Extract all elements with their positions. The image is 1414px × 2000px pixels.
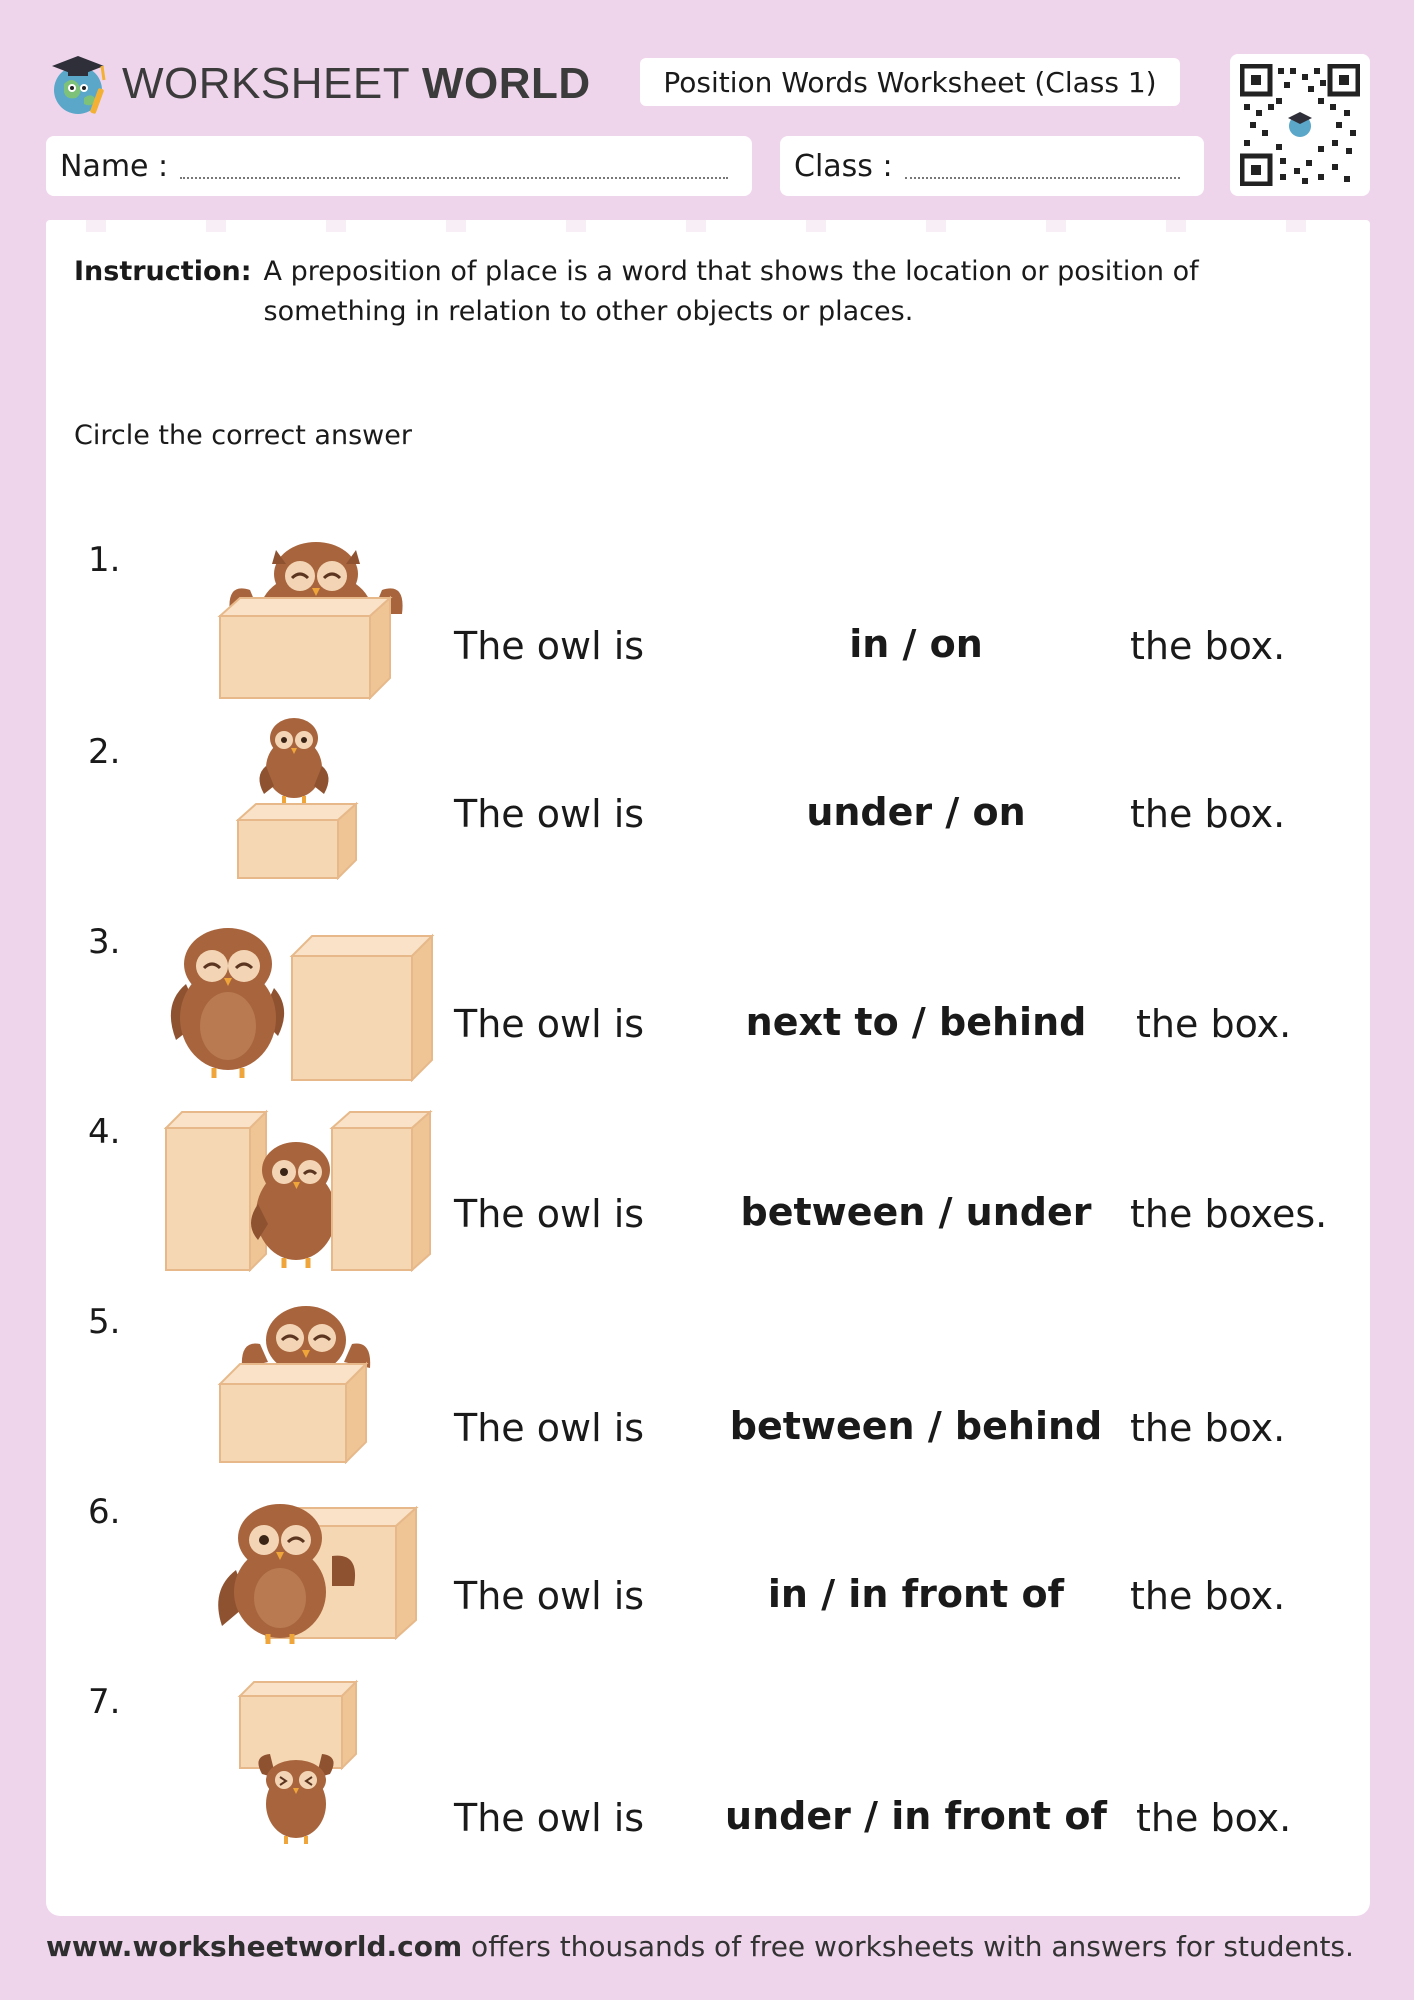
owl-behind-box-picture xyxy=(216,1294,426,1464)
question-tail: the box. xyxy=(1136,1796,1292,1840)
question-lead: The owl is xyxy=(454,1574,645,1618)
question-5 xyxy=(46,1302,1370,1482)
answer-choices[interactable]: in / on xyxy=(849,622,983,666)
question-7 xyxy=(46,1682,1370,1862)
name-label: Name : xyxy=(60,148,169,184)
brand-word-worksheet: WORKSHEET xyxy=(122,59,410,108)
answer-choices[interactable]: between / behind xyxy=(729,1404,1103,1448)
question-number: 4. xyxy=(88,1112,121,1152)
box-icon xyxy=(238,804,356,878)
question-number: 6. xyxy=(88,1492,121,1532)
instruction-label: Instruction: xyxy=(74,256,252,287)
owl-in-front-of-box-picture xyxy=(206,1486,436,1646)
answer-choices[interactable]: between / under xyxy=(740,1190,1092,1234)
question-tail: the box. xyxy=(1136,1002,1292,1046)
instruction-text: A preposition of place is a word that shows the location or position of something in relation to other objects or places. xyxy=(263,256,1199,327)
question-lead: The owl is xyxy=(454,1406,645,1450)
question-tail: the box. xyxy=(1130,792,1286,836)
globe-mascot-logo-icon xyxy=(46,48,114,120)
owl-on-box-picture xyxy=(236,710,366,880)
footer-text: offers thousands of free worksheets with answers for students. xyxy=(462,1930,1354,1963)
question-lead: The owl is xyxy=(454,1002,645,1046)
answer-choices[interactable]: in / in front of xyxy=(767,1572,1065,1616)
question-lead: The owl is xyxy=(454,1192,645,1236)
worksheet-body xyxy=(46,226,1370,1916)
qr-code-icon xyxy=(1240,64,1360,186)
footer-site-link[interactable]: www.worksheetworld.com xyxy=(46,1930,463,1963)
owl-icon xyxy=(258,1754,333,1844)
answer-choices[interactable]: under / on xyxy=(806,790,1026,834)
box-icon xyxy=(332,1112,430,1270)
question-number: 2. xyxy=(88,732,121,772)
footer xyxy=(46,1930,1354,1963)
owl-next-to-box-picture xyxy=(156,914,436,1082)
worksheet-title: Position Words Worksheet (Class 1) xyxy=(640,58,1180,106)
class-label: Class : xyxy=(794,148,893,184)
question-tail: the box. xyxy=(1130,1574,1286,1618)
question-lead: The owl is xyxy=(454,624,645,668)
brand-name xyxy=(122,59,591,109)
box-icon xyxy=(220,1364,366,1462)
name-line[interactable] xyxy=(180,153,728,179)
instruction xyxy=(74,252,1314,332)
question-lead: The owl is xyxy=(454,1796,645,1840)
brand-word-world: WORLD xyxy=(422,59,591,108)
question-2 xyxy=(46,732,1370,912)
question-lead: The owl is xyxy=(454,792,645,836)
box-icon xyxy=(240,1682,356,1768)
class-line[interactable] xyxy=(905,153,1180,179)
qr-code xyxy=(1230,54,1370,196)
question-number: 1. xyxy=(88,540,121,580)
question-tail: the boxes. xyxy=(1130,1192,1328,1236)
owl-icon xyxy=(171,928,284,1078)
answer-choices[interactable]: next to / behind xyxy=(745,1000,1087,1044)
directions: Circle the correct answer xyxy=(74,420,412,451)
question-number: 5. xyxy=(88,1302,121,1342)
question-tail: the box. xyxy=(1130,1406,1286,1450)
box-icon xyxy=(166,1112,266,1270)
box-icon xyxy=(292,936,432,1080)
brand-logo xyxy=(46,44,591,124)
question-number: 3. xyxy=(88,922,121,962)
name-field[interactable] xyxy=(46,136,752,196)
question-3 xyxy=(46,922,1370,1102)
question-tail: the box. xyxy=(1130,624,1286,668)
box-icon xyxy=(220,598,390,698)
owl-icon xyxy=(259,718,328,804)
owl-under-box-picture xyxy=(236,1678,366,1848)
owl-in-box-picture xyxy=(216,536,416,700)
class-field[interactable] xyxy=(780,136,1204,196)
question-number: 7. xyxy=(88,1682,121,1722)
question-4 xyxy=(46,1112,1370,1292)
question-1 xyxy=(46,540,1370,720)
answer-choices[interactable]: under / in front of xyxy=(725,1794,1107,1838)
question-6 xyxy=(46,1492,1370,1672)
owl-between-boxes-picture xyxy=(164,1104,434,1272)
